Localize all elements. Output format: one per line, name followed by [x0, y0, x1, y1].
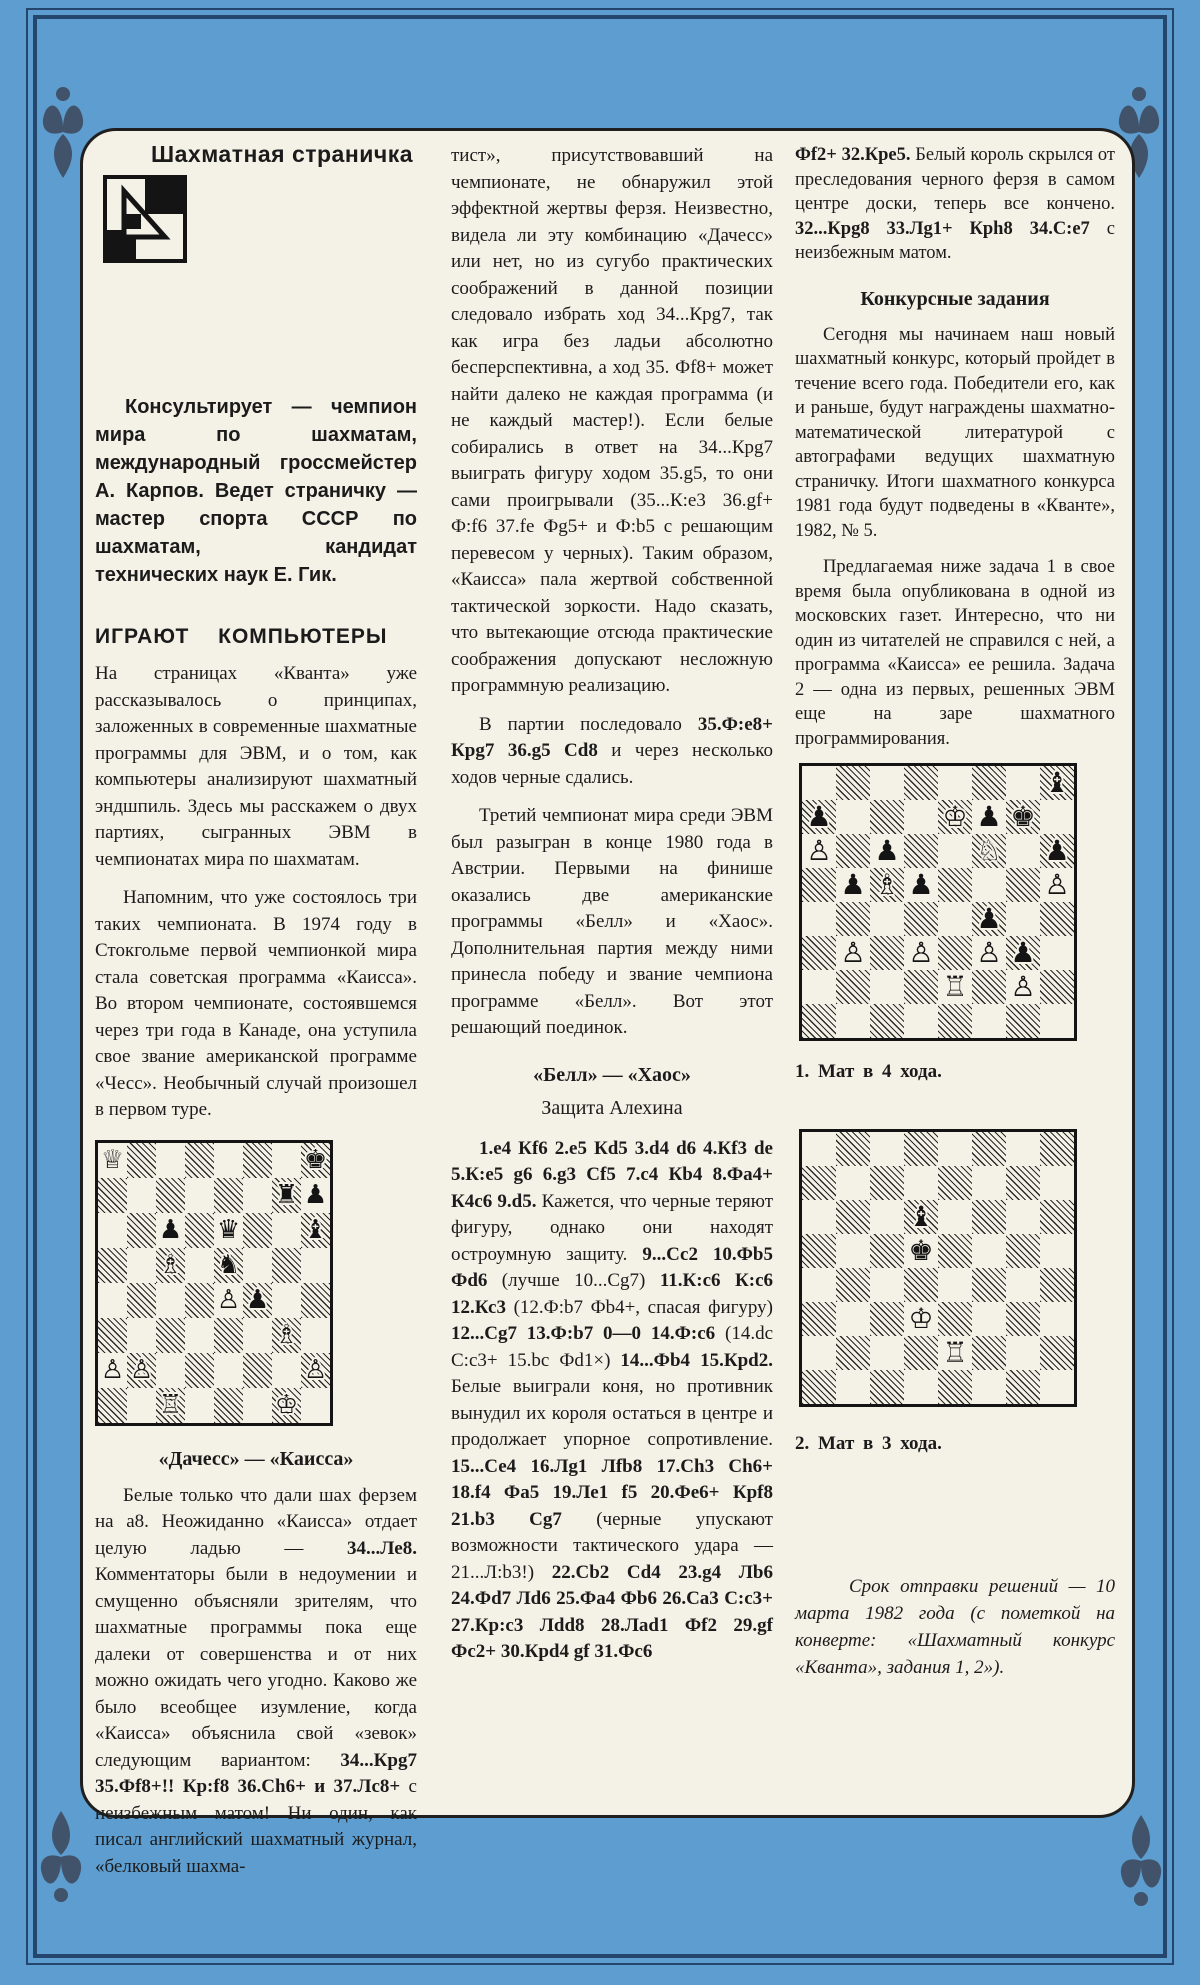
diagram-caption: 2. Мат в 3 хода.: [795, 1433, 942, 1454]
square: [1006, 1200, 1040, 1234]
column-3: [795, 131, 1115, 1681]
square: [1006, 970, 1040, 1004]
section-header: Защита Алехина: [541, 1096, 683, 1119]
square: [904, 1268, 938, 1302]
square: [156, 1213, 185, 1248]
chess-piece: ♔: [274, 1390, 299, 1420]
square: [127, 1213, 156, 1248]
square: [870, 1268, 904, 1302]
square: [185, 1283, 214, 1318]
square: [214, 1283, 243, 1318]
square: [904, 1302, 938, 1336]
chess-piece: ♟: [245, 1285, 270, 1315]
square: [127, 1248, 156, 1283]
square: [938, 766, 972, 800]
chess-piece: ♞: [216, 1250, 241, 1280]
chess-piece: ♟: [1010, 936, 1036, 969]
chess-piece: ♟: [908, 868, 934, 901]
square: [938, 1132, 972, 1166]
chess-piece: ♙: [976, 936, 1002, 969]
square: [301, 1388, 330, 1423]
chess-piece: ♚: [908, 1234, 934, 1267]
square: [1006, 834, 1040, 868]
square: [802, 1336, 836, 1370]
square: [904, 1132, 938, 1166]
square: [301, 1213, 330, 1248]
chess-piece: ♗: [158, 1250, 183, 1280]
square: [1006, 766, 1040, 800]
square: [301, 1318, 330, 1353]
square: [214, 1248, 243, 1283]
section-header: Конкурсные задания: [860, 287, 1050, 310]
chessboard-position-duchess-kaissa: [95, 1140, 333, 1426]
chess-piece: ♙: [908, 936, 934, 969]
chess-piece: ♖: [158, 1390, 183, 1420]
square: [870, 834, 904, 868]
square: [836, 936, 870, 970]
chess-piece: ♟: [303, 1180, 328, 1210]
square: [836, 1004, 870, 1038]
square: [98, 1353, 127, 1388]
chess-piece: ♘: [976, 834, 1002, 867]
square: [1040, 1004, 1074, 1038]
square: [243, 1213, 272, 1248]
chess-piece: ♝: [1044, 766, 1070, 799]
square: [972, 936, 1006, 970]
square: [1006, 1132, 1040, 1166]
square: [1006, 1004, 1040, 1038]
square: [1040, 1268, 1074, 1302]
square: [98, 1388, 127, 1423]
square: [972, 1370, 1006, 1404]
square: [870, 1302, 904, 1336]
square: [836, 868, 870, 902]
square: [243, 1318, 272, 1353]
article-title: ИГРАЮТ КОМПЬЮТЕРЫ: [95, 625, 388, 648]
chess-piece: ♔: [942, 800, 968, 833]
body-paragraph: Предлагаемая ниже задача 1 в свое время была опубликована в одной из московских газет. Интересно, что ни один из читателей не справился с ней, а программа «Каисса» ее решила. Задача 2 — одна из первых, решенных ЭВМ еще на заре шахматного программирования.: [795, 557, 1115, 749]
square: [904, 1336, 938, 1370]
square: [301, 1353, 330, 1388]
deadline-note: Срок отправки решений — 10 марта 1982 года (с пометкой на конверте: «Шахматный конкурс «Кванта», задания 1, 2»).: [795, 1576, 1115, 1678]
square: [972, 800, 1006, 834]
square: [1040, 902, 1074, 936]
chess-piece: ♟: [806, 800, 832, 833]
editors-note: Консультирует — чемпион мира по шахматам, международный гроссмейстер А. Карпов. Ведет страничку — мастер спорта СССР по шахматам, кандидат технических наук Е. Гик.: [95, 396, 417, 586]
square: [1040, 970, 1074, 1004]
square: [272, 1388, 301, 1423]
square: [938, 1234, 972, 1268]
square: [156, 1388, 185, 1423]
chess-piece: ♙: [216, 1285, 241, 1315]
square: [1040, 834, 1074, 868]
square: [1006, 1302, 1040, 1336]
square: [98, 1283, 127, 1318]
square: [1006, 902, 1040, 936]
square: [870, 970, 904, 1004]
square: [870, 800, 904, 834]
square: [301, 1283, 330, 1318]
square: [870, 936, 904, 970]
square: [243, 1388, 272, 1423]
chess-diagram-d2: [799, 763, 1115, 1041]
square: [1040, 1132, 1074, 1166]
body-paragraph: Белые только что дали шах ферзем на а8. Неожиданно «Каисса» отдает целую ладью — 34...Ле8. Комментаторы были в недоумении и смущенно объясняли зрителям, что шахматные программы пока еще далеки от совершенства и от них можно ожидать чего угодно. Каково же было всеобщее изумление, когда «Каисса» объяснила свой «зевок» следующим вариантом: 34...Крg7 35.Фf8+!! Кр:f8 36.Сh6+ и 37.Лс8+ с неизбежным матом! Ни один, как писал английский шахматный журнал, «белковый шахма-: [95, 1484, 417, 1877]
square: [243, 1353, 272, 1388]
chess-piece: ♝: [908, 1200, 934, 1233]
square: [904, 1200, 938, 1234]
body-paragraph: Напомним, что уже состоялось три таких чемпионата. В 1974 году в Стокгольме первой чемпионкой мира стала советская программа «Каисса». Во втором чемпионате, состоявшемся через три года в Канаде, она уступила свое звание американской программе «Чесс». Необычный случай произошел в первом туре.: [95, 887, 417, 1120]
fleur-de-lis-icon: [34, 1807, 88, 1907]
square: [972, 1234, 1006, 1268]
chess-piece: ♜: [274, 1180, 299, 1210]
square: [802, 1132, 836, 1166]
square: [1006, 1234, 1040, 1268]
square: [938, 1302, 972, 1336]
chess-piece: ♟: [840, 868, 866, 901]
chess-diagram-d1: [95, 1140, 417, 1426]
square: [938, 1004, 972, 1038]
square: [802, 800, 836, 834]
square: [802, 868, 836, 902]
square: [870, 902, 904, 936]
square: [1040, 1370, 1074, 1404]
square: [1040, 936, 1074, 970]
square: [156, 1353, 185, 1388]
square: [938, 800, 972, 834]
square: [904, 868, 938, 902]
square: [802, 970, 836, 1004]
page-title: Шахматная страничка: [151, 141, 414, 167]
square: [972, 834, 1006, 868]
square: [904, 1166, 938, 1200]
square: [836, 1132, 870, 1166]
chess-piece: ♖: [942, 970, 968, 1003]
square: [972, 1302, 1006, 1336]
square: [185, 1388, 214, 1423]
square: [870, 1166, 904, 1200]
square: [243, 1178, 272, 1213]
section-header: «Дачесс» — «Каисса»: [158, 1447, 354, 1470]
chess-diagram-d3: [799, 1129, 1115, 1407]
square: [836, 1234, 870, 1268]
square: [98, 1248, 127, 1283]
square: [836, 1336, 870, 1370]
square: [214, 1178, 243, 1213]
square: [1006, 936, 1040, 970]
square: [870, 766, 904, 800]
square: [836, 970, 870, 1004]
square: [98, 1178, 127, 1213]
square: [972, 902, 1006, 936]
square: [836, 800, 870, 834]
square: [870, 1336, 904, 1370]
square: [836, 1166, 870, 1200]
square: [272, 1213, 301, 1248]
body-paragraph: На страницах «Кванта» уже рассказывалось о принципах, заложенных в современные шахматные программы для ЭВМ, и о том, как компьютеры анализируют шахматный эндшпиль. Здесь мы расскажем о двух партиях, сыгранных ЭВМ в чемпионатах мира по шахматам.: [95, 663, 417, 870]
square: [1040, 868, 1074, 902]
square: [836, 766, 870, 800]
square: [972, 1166, 1006, 1200]
body-paragraph: Фf2+ 32.Кре5. Белый король скрылся от преследования черного ферзя в самом центре доски, теперь все кончено. 32...Крg8 33.Лg1+ Крh8 34.С:е7 с неизбежным матом.: [795, 145, 1115, 263]
square: [802, 1200, 836, 1234]
square: [127, 1178, 156, 1213]
square: [98, 1143, 127, 1178]
square: [904, 1004, 938, 1038]
square: [904, 800, 938, 834]
square: [972, 1200, 1006, 1234]
square: [802, 1268, 836, 1302]
chess-piece: ♛: [216, 1215, 241, 1245]
square: [1040, 1200, 1074, 1234]
body-paragraph: Третий чемпионат мира среди ЭВМ был разыгран в конце 1980 года в Австрии. Первыми на финише оказались две американские программы «Белл» и «Хаос». Дополнительная партия между ними принесла победу и звание чемпиона программе «Белл». Вот этот решающий поединок.: [451, 805, 773, 1038]
square: [156, 1248, 185, 1283]
square: [972, 1132, 1006, 1166]
chess-piece: ♟: [1044, 834, 1070, 867]
chess-piece: ♟: [976, 800, 1002, 833]
square: [904, 902, 938, 936]
square: [904, 834, 938, 868]
square: [272, 1248, 301, 1283]
square: [972, 868, 1006, 902]
chess-piece: ♚: [1010, 800, 1036, 833]
square: [156, 1143, 185, 1178]
body-paragraph: тист», присутствовавший на чемпионате, не обнаружил этой эффектной жертвы ферзя. Неизвестно, видела ли эту комбинацию «Дачесс» или нет, но из сугубо практических соображений в данной позиции следовало избрать ход 34...Крg7, так как игра без ладьи абсолютно бесперспективна, а ход 35. Фf8+ может найти далеко не каждая программа (и не каждый мастер!). Если белые собирались в ответ на 34...Крg7 выиграть фигуру ходом 35.g5, то они сами проигрывали (35...К:е3 36.gf+ Ф:f6 37.fe Фg5+ и Ф:b5 с решающим перевесом у черных). Таким образом, «Каисса» пала жертвой собственной тактической зоркости. Надо сказать, что вытекающие отсюда практические соображения допускают несложную программную реализацию.: [451, 145, 773, 696]
square: [214, 1318, 243, 1353]
square: [243, 1283, 272, 1318]
square: [938, 902, 972, 936]
square: [214, 1388, 243, 1423]
chess-piece: ♖: [942, 1336, 968, 1369]
square: [272, 1283, 301, 1318]
square: [938, 936, 972, 970]
square: [301, 1248, 330, 1283]
chess-piece: ♙: [129, 1355, 154, 1385]
square: [185, 1213, 214, 1248]
square: [1040, 1336, 1074, 1370]
square: [156, 1178, 185, 1213]
chess-piece: ♕: [100, 1145, 125, 1175]
square: [836, 834, 870, 868]
square: [870, 1234, 904, 1268]
square: [156, 1318, 185, 1353]
square: [243, 1248, 272, 1283]
square: [185, 1318, 214, 1353]
square: [1006, 1166, 1040, 1200]
square: [972, 1336, 1006, 1370]
square: [98, 1318, 127, 1353]
square: [1040, 1302, 1074, 1336]
square: [972, 766, 1006, 800]
square: [802, 936, 836, 970]
square: [836, 1200, 870, 1234]
square: [938, 1336, 972, 1370]
body-paragraph: 1.е4 Кf6 2.е5 Кd5 3.d4 d6 4.Кf3 de 5.К:е5 g6 6.g3 Сf5 7.с4 Кb4 8.Фа4+ К4с6 9.d5. Кажется, что черные теряют фигуру, однако они находят остроумную защиту. 9...Сс2 10.Фb5 Фd6 (лучше 10...Сg7) 11.К:с6 К:с6 12.Кс3 (12.Ф:b7 Фb4+, спасая фигуру) 12...Сg7 13.Ф:b7 0—0 14.Ф:с6 (14.dc С:с3+ 15.bc Фd1×) 14...Фb4 15.Крd2. Белые выиграли коня, но противник вынудил их короля остаться в центре и продолжает упорное сопротивление. 15...Се4 16.Лg1 Лfb8 17.Сh3 Сh6+ 18.f4 Фа5 19.Ле1 f5 20.Фе6+ Крf8 21.b3 Сg7 (черные упускают возможности тактического удара — 21...Л:b3!) 22.Сb2 Сd4 23.g4 Лb6 24.Фd7 Лd6 25.Фа4 Фb6 26.Са3 С:с3+ 27.Кр:с3 Лdd8 28.Лad1 Фf2 29.gf Фс2+ 30.Крd4 gf 31.Фс6: [451, 1137, 774, 1662]
chess-piece: ♙: [840, 936, 866, 969]
chess-piece: ♗: [274, 1320, 299, 1350]
chess-piece: ♟: [976, 902, 1002, 935]
body-paragraph: Сегодня мы начинаем наш новый шахматный конкурс, который пройдет в течение всего года. Победители его, как и раньше, будут награждены шахматно-математической литературой с автографами ведущих шахматную страничку. Итоги шахматного конкурса 1981 года будут подведены в «Кванте», 1982, № 5.: [795, 324, 1115, 541]
square: [904, 766, 938, 800]
square: [1006, 868, 1040, 902]
square: [1006, 1268, 1040, 1302]
square: [127, 1143, 156, 1178]
square: [938, 970, 972, 1004]
square: [1040, 1166, 1074, 1200]
square: [802, 834, 836, 868]
chess-piece: ♟: [874, 834, 900, 867]
chess-piece: ♝: [303, 1215, 328, 1245]
square: [1040, 800, 1074, 834]
square: [938, 1200, 972, 1234]
square: [185, 1178, 214, 1213]
square: [1006, 1370, 1040, 1404]
square: [836, 1370, 870, 1404]
square: [127, 1353, 156, 1388]
square: [156, 1283, 185, 1318]
square: [127, 1388, 156, 1423]
square: [938, 1370, 972, 1404]
chess-piece: ♚: [303, 1145, 328, 1175]
chessboard-problem-mate-in-3: [799, 1129, 1077, 1407]
square: [870, 1132, 904, 1166]
column-1: [95, 131, 417, 1880]
square: [938, 868, 972, 902]
square: [185, 1353, 214, 1388]
square: [1006, 800, 1040, 834]
square: [904, 970, 938, 1004]
square: [1040, 766, 1074, 800]
square: [214, 1143, 243, 1178]
square: [938, 834, 972, 868]
body-paragraph: В партии последовало 35.Ф:е8+ Крg7 36.g5 Сd8 и через несколько ходов черные сдались.: [451, 713, 773, 788]
square: [272, 1178, 301, 1213]
square: [185, 1248, 214, 1283]
content-panel: [80, 128, 1135, 1877]
chess-piece: ♙: [1010, 970, 1036, 1003]
fleur-de-lis-icon: [1114, 1811, 1168, 1911]
chess-piece: ♙: [100, 1355, 125, 1385]
column-2: [451, 131, 773, 1666]
square: [1040, 1234, 1074, 1268]
chess-piece: ♗: [874, 868, 900, 901]
square: [836, 902, 870, 936]
square: [904, 936, 938, 970]
square: [972, 1004, 1006, 1038]
square: [836, 1268, 870, 1302]
square: [243, 1143, 272, 1178]
square: [870, 1370, 904, 1404]
square: [938, 1166, 972, 1200]
square: [904, 1370, 938, 1404]
square: [185, 1143, 214, 1178]
chess-piece: ♔: [908, 1302, 934, 1335]
square: [870, 868, 904, 902]
square: [938, 1268, 972, 1302]
square: [802, 766, 836, 800]
chess-piece: ♟: [158, 1215, 183, 1245]
square: [972, 1268, 1006, 1302]
square: [127, 1283, 156, 1318]
chess-piece: ♙: [1044, 868, 1070, 901]
square: [904, 1234, 938, 1268]
square: [1006, 1336, 1040, 1370]
chess-piece: ♙: [806, 834, 832, 867]
square: [802, 1302, 836, 1336]
diagram-caption: 1. Мат в 4 хода.: [795, 1061, 942, 1082]
square: [972, 970, 1006, 1004]
square: [272, 1353, 301, 1388]
square: [127, 1318, 156, 1353]
square: [802, 1166, 836, 1200]
chess-piece: ♙: [303, 1355, 328, 1385]
section-header: «Белл» — «Хаос»: [533, 1063, 691, 1086]
square: [214, 1213, 243, 1248]
square: [802, 1004, 836, 1038]
square: [301, 1143, 330, 1178]
square: [802, 1234, 836, 1268]
square: [272, 1143, 301, 1178]
square: [214, 1353, 243, 1388]
square: [870, 1004, 904, 1038]
square: [802, 902, 836, 936]
chessboard-problem-mate-in-4: [799, 763, 1077, 1041]
square: [272, 1318, 301, 1353]
square: [836, 1302, 870, 1336]
square: [802, 1370, 836, 1404]
square: [301, 1178, 330, 1213]
square: [98, 1213, 127, 1248]
square: [870, 1200, 904, 1234]
